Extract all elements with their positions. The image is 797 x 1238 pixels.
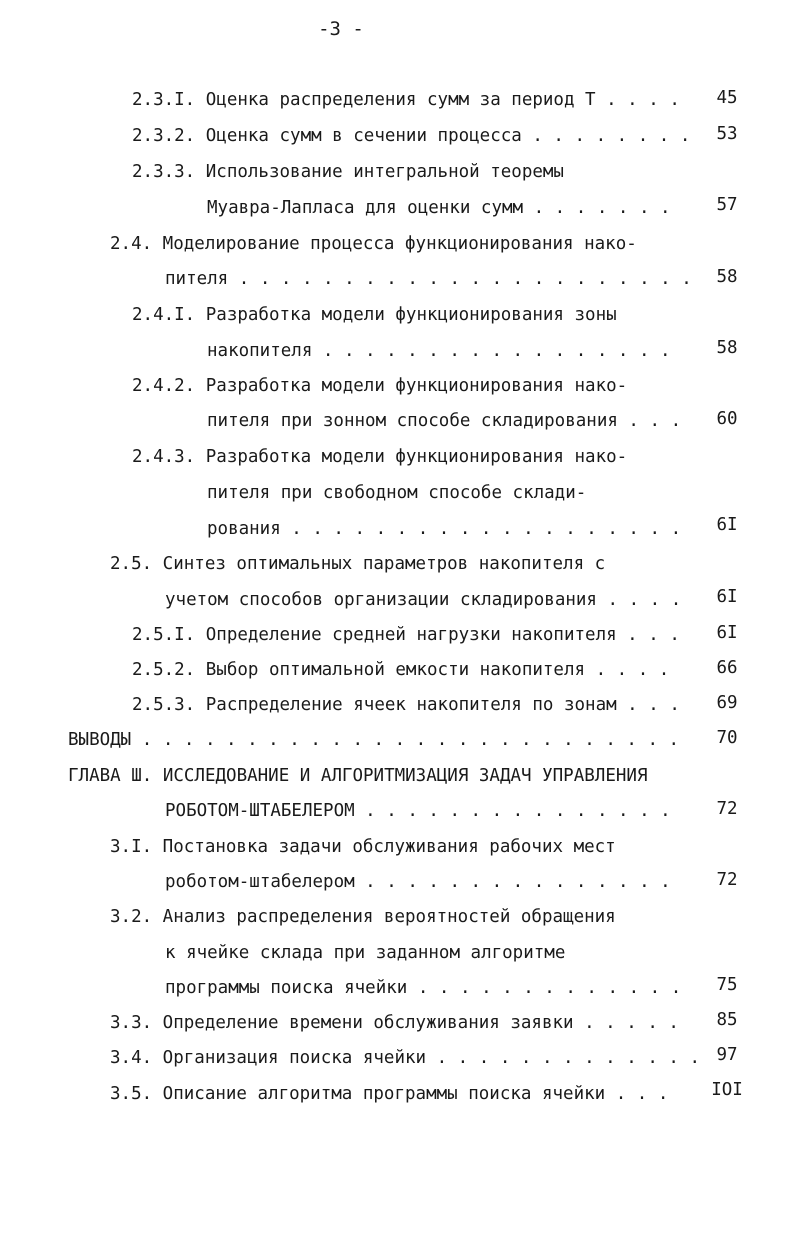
toc-entry-text: пителя при свободном способе склади-	[207, 483, 587, 503]
toc-entry-text: 2.5.3. Распределение ячеек накопителя по зонам . . .	[132, 695, 680, 715]
toc-entry-text: 2.5. Синтез оптимальных параметров накопителя с	[110, 554, 606, 574]
toc-entry-text: накопителя . . . . . . . . . . . . . . . . .	[207, 341, 671, 361]
toc-chapter-title: РОБОТОМ-ШТАБЕЛЕРОМ . . . . . . . . . . . . . . .	[165, 801, 671, 821]
toc-entry-page: 6I	[716, 587, 738, 607]
toc-entry-text: 3.2. Анализ распределения вероятностей обращения	[110, 907, 616, 927]
toc-entry-page: 45	[716, 88, 738, 108]
toc-entry-text: 3.I. Постановка задачи обслуживания рабочих мест	[110, 837, 616, 857]
toc-entry-page: 58	[716, 338, 738, 358]
toc-entry-text: 2.4.2. Разработка модели функционирования нако-	[132, 376, 628, 396]
toc-entry-text: 3.5. Описание алгоритма программы поиска ячейки . . .	[110, 1084, 669, 1104]
toc-entry-text: 2.4. Моделирование процесса функционирования нако-	[110, 234, 637, 254]
toc-entry-text: рования . . . . . . . . . . . . . . . . . . .	[207, 519, 682, 539]
toc-entry-page: IOI	[711, 1080, 743, 1100]
toc-entry-text: 2.4.3. Разработка модели функционирования нако-	[132, 447, 628, 467]
toc-entry-page: 58	[716, 267, 738, 287]
toc-entry-text: пителя при зонном способе складирования . . .	[207, 411, 682, 431]
toc-entry-text: учетом способов организации складирования . . . .	[165, 590, 682, 610]
toc-entry-page: 53	[716, 124, 738, 144]
toc-entry-text: к ячейке склада при заданном алгоритме	[165, 943, 566, 963]
toc-entry-text: ВЫВОДЫ . . . . . . . . . . . . . . . . . . . . . . . . . .	[68, 730, 680, 750]
page-number: -3 -	[318, 18, 364, 40]
toc-entry-page: 75	[716, 975, 738, 995]
toc-entry-page: 57	[716, 195, 738, 215]
toc-chapter-title: ГЛАВА Ш. ИССЛЕДОВАНИЕ И АЛГОРИТМИЗАЦИЯ ЗАДАЧ УПРАВЛЕНИЯ	[68, 766, 648, 786]
toc-entry-page: 66	[716, 658, 738, 678]
toc-entry-page: 60	[716, 409, 738, 429]
toc-entry-text: 2.5.2. Выбор оптимальной емкости накопителя . . . .	[132, 660, 670, 680]
toc-entry-page: 6I	[716, 623, 738, 643]
toc-entry-text: 3.4. Организация поиска ячейки . . . . . . . . . . . . .	[110, 1048, 701, 1068]
toc-entry-page: 72	[716, 870, 738, 890]
toc-entry-text: программы поиска ячейки . . . . . . . . . . . . .	[165, 978, 682, 998]
toc-entry-page: 97	[716, 1045, 738, 1065]
toc-entry-text: 2.3.3. Использование интегральной теоремы	[132, 162, 564, 182]
toc-entry-page: 72	[716, 799, 738, 819]
toc-entry-text: 2.3.I. Оценка распределения сумм за период Т . . . .	[132, 90, 680, 110]
toc-entry-page: 69	[716, 693, 738, 713]
toc-entry-text: 2.4.I. Разработка модели функционирования зоны	[132, 305, 617, 325]
toc-entry-page: 70	[716, 728, 738, 748]
toc-entry-text: 2.3.2. Оценка сумм в сечении процесса . . . . . . . .	[132, 126, 691, 146]
toc-entry-text: 3.3. Определение времени обслуживания заявки . . . . .	[110, 1013, 679, 1033]
toc-entry-page: 6I	[716, 515, 738, 535]
toc-entry-page: 85	[716, 1010, 738, 1030]
toc-entry-text: 2.5.I. Определение средней нагрузки накопителя . . .	[132, 625, 680, 645]
toc-entry-text: пителя . . . . . . . . . . . . . . . . . . . . . .	[165, 269, 692, 289]
toc-entry-text: Муавра-Лапласа для оценки сумм . . . . . . .	[207, 198, 671, 218]
toc-entry-text: роботом-штабелером . . . . . . . . . . . . . . .	[165, 872, 671, 892]
